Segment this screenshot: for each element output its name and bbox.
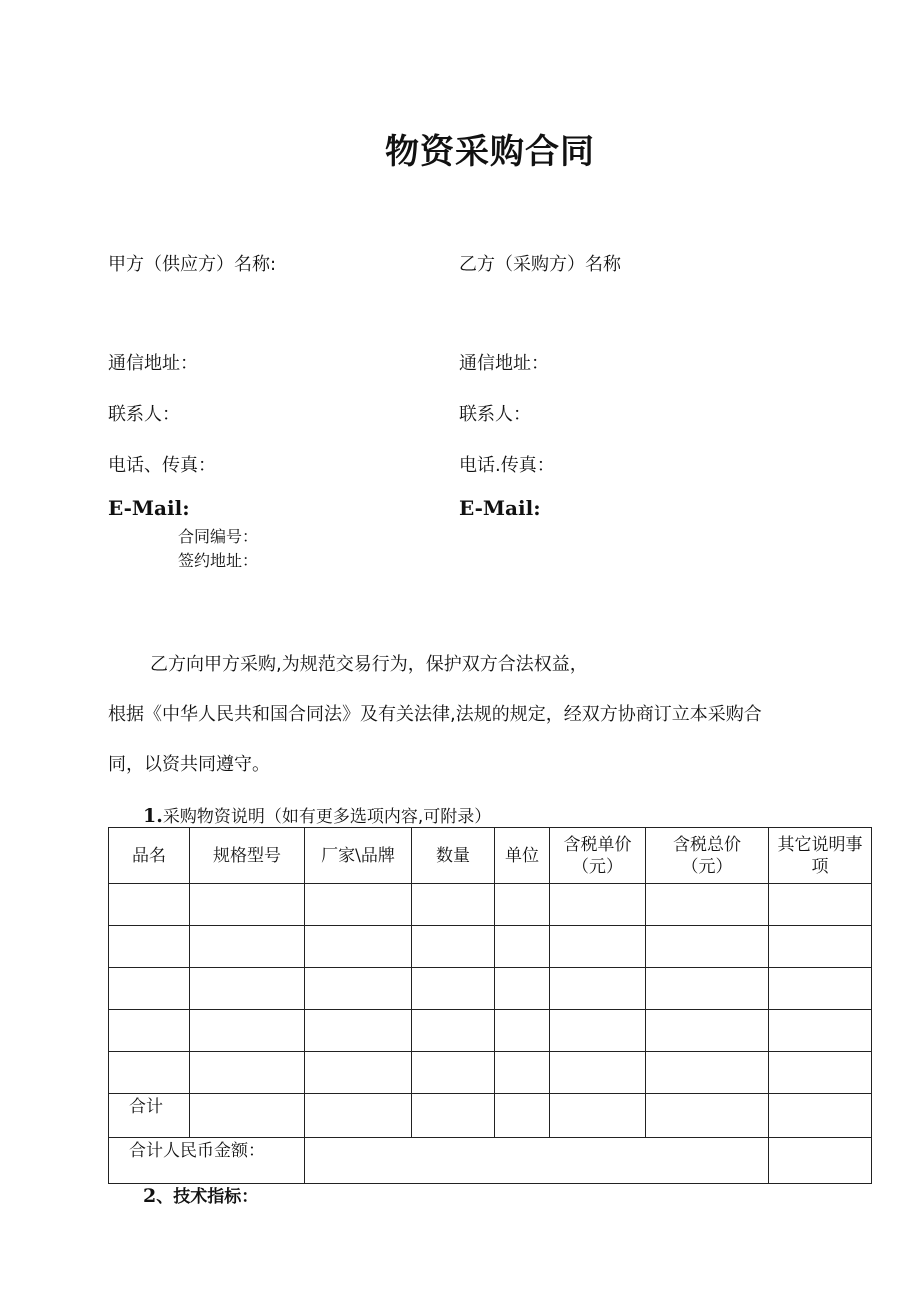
table-cell[interactable] <box>495 1094 550 1138</box>
table-cell[interactable] <box>412 1094 495 1138</box>
intro-line-2: 根据《中华人民共和国合同法》及有关法律,法规的规定，经双方协商订立本采购合 <box>108 704 762 725</box>
header-name: 品名 <box>109 828 190 884</box>
table-cell[interactable] <box>550 968 646 1010</box>
table-cell[interactable] <box>550 926 646 968</box>
header-notes <box>769 828 872 884</box>
table-row <box>109 884 872 926</box>
table-cell[interactable] <box>412 1052 495 1094</box>
header-unit-price <box>550 828 646 884</box>
table-cell[interactable] <box>109 926 190 968</box>
table-cell[interactable] <box>769 1094 872 1138</box>
table-cell[interactable] <box>305 968 412 1010</box>
table-cell[interactable] <box>109 968 190 1010</box>
header-unit-price-line-2: （元） <box>572 856 623 877</box>
purchase-items-table <box>108 827 872 1184</box>
subtotal-row <box>109 1094 872 1138</box>
table-cell[interactable] <box>190 1094 305 1138</box>
party-b-email-label: E-Mail: <box>459 496 541 520</box>
subtotal-label: 合计 <box>109 1094 190 1138</box>
rmb-total-label: 合计人民币金额： <box>109 1138 305 1184</box>
table-cell[interactable] <box>412 926 495 968</box>
header-notes-line-2: 项 <box>811 856 829 877</box>
table-cell[interactable] <box>190 968 305 1010</box>
table-row <box>109 968 872 1010</box>
header-unit-price-line-1: 含税单价 <box>563 834 632 855</box>
contract-location-label: 签约地址： <box>178 551 259 570</box>
party-a-phone-label: 电话、传真： <box>108 455 216 476</box>
table-cell[interactable] <box>305 926 412 968</box>
table-cell[interactable] <box>495 1052 550 1094</box>
contract-number-label: 合同编号： <box>178 527 259 546</box>
table-cell[interactable] <box>495 1010 550 1052</box>
party-a-email-label: E-Mail: <box>108 496 190 520</box>
section-1-number: 1. <box>143 805 163 827</box>
header-total-price-line-2: （元） <box>681 856 733 877</box>
table-cell[interactable] <box>550 884 646 926</box>
header-quantity: 数量 <box>412 828 495 884</box>
table-cell[interactable] <box>646 884 769 926</box>
intro-line-3: 同，以资共同遵守。 <box>108 754 270 775</box>
table-cell[interactable] <box>412 884 495 926</box>
table-cell[interactable] <box>190 1010 305 1052</box>
table-cell[interactable] <box>109 1010 190 1052</box>
party-a-address-label: 通信地址： <box>108 353 198 374</box>
table-cell[interactable] <box>550 1094 646 1138</box>
table-row <box>109 926 872 968</box>
section-1-title: 采购物资说明（如有更多选项内容,可附录） <box>162 807 492 827</box>
party-b-address-label: 通信地址： <box>459 353 549 374</box>
header-notes-line-1: 其它说明事 <box>777 834 863 855</box>
section-1-heading <box>143 802 491 827</box>
party-a-name-label: 甲方（供应方）名称: <box>108 254 277 275</box>
party-b-contact-label: 联系人： <box>459 404 531 425</box>
table-header-row <box>109 828 872 884</box>
header-unit: 单位 <box>495 828 550 884</box>
header-total-price <box>646 828 769 884</box>
header-spec: 规格型号 <box>190 828 305 884</box>
table-cell[interactable] <box>190 1052 305 1094</box>
table-cell[interactable] <box>305 1052 412 1094</box>
table-cell[interactable] <box>550 1010 646 1052</box>
table-cell[interactable] <box>495 926 550 968</box>
table-cell[interactable] <box>769 968 872 1010</box>
table-cell[interactable] <box>495 884 550 926</box>
table-cell[interactable] <box>305 884 412 926</box>
table-cell[interactable] <box>109 1052 190 1094</box>
table-cell[interactable] <box>109 884 190 926</box>
table-cell[interactable] <box>769 1052 872 1094</box>
table-cell[interactable] <box>646 926 769 968</box>
table-cell[interactable] <box>305 1094 412 1138</box>
section-2-heading <box>143 1182 258 1207</box>
table-cell[interactable] <box>495 968 550 1010</box>
table-cell[interactable] <box>646 1052 769 1094</box>
table-cell[interactable] <box>550 1052 646 1094</box>
page-title: 物资采购合同 <box>385 132 595 172</box>
table-cell[interactable] <box>769 884 872 926</box>
table-cell[interactable] <box>769 1010 872 1052</box>
table-cell[interactable] <box>769 1138 872 1184</box>
table-row <box>109 1010 872 1052</box>
intro-line-1: 乙方向甲方采购,为规范交易行为，保护双方合法权益， <box>150 654 588 675</box>
party-b-phone-label: 电话.传真： <box>459 455 555 476</box>
table-cell[interactable] <box>190 884 305 926</box>
table-cell[interactable] <box>305 1010 412 1052</box>
section-2-number: 2 <box>143 1185 157 1207</box>
table-cell[interactable] <box>646 1010 769 1052</box>
table-row <box>109 1052 872 1094</box>
table-cell[interactable] <box>769 926 872 968</box>
rmb-total-row <box>109 1138 872 1184</box>
table-cell[interactable] <box>412 968 495 1010</box>
party-b-name-label: 乙方（采购方）名称 <box>459 254 621 275</box>
party-a-contact-label: 联系人： <box>108 404 180 425</box>
section-2-title: 、技术指标： <box>156 1187 259 1207</box>
table-cell[interactable] <box>646 968 769 1010</box>
table-cell[interactable] <box>646 1094 769 1138</box>
table-cell[interactable] <box>412 1010 495 1052</box>
header-brand: 厂家\品牌 <box>305 828 412 884</box>
table-cell[interactable] <box>190 926 305 968</box>
rmb-total-value-cell[interactable] <box>305 1138 769 1184</box>
header-total-price-line-1: 含税总价 <box>673 834 741 855</box>
